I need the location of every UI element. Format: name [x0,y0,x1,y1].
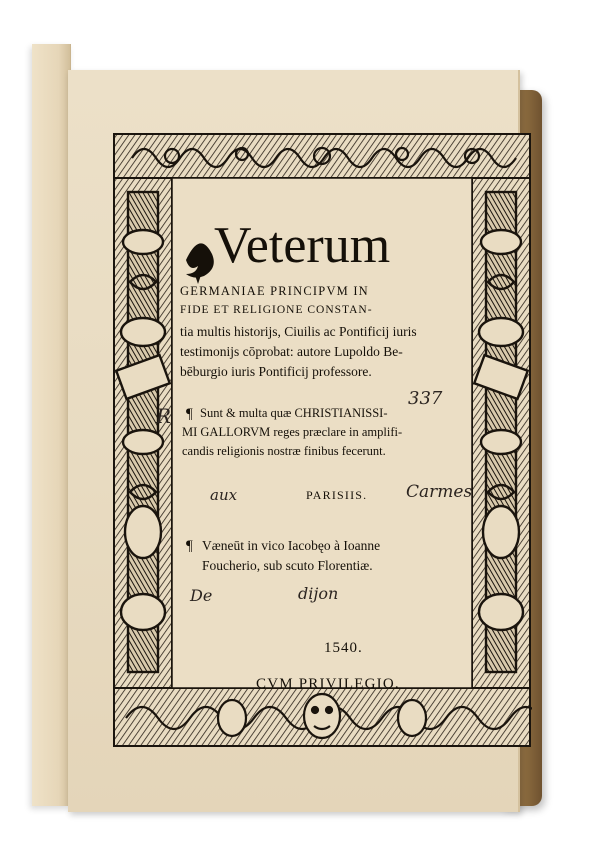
privilege: CVM PRIVILEGIO. [256,676,400,692]
title-page [68,70,520,812]
book [32,42,544,812]
manuscript-aux: aux [210,486,238,504]
imprint-pilcrow: ¶ [186,538,193,554]
title-line-5: bēburgio iuris Pontificij professore. [180,364,372,379]
section-pilcrow: ¶ [186,406,193,422]
manuscript-left-mark: R [156,404,172,428]
manuscript-dijon: dijon [298,584,339,603]
imprint-line-1: Væneūt in vico Iacobęo à Ioanne [202,538,381,553]
manuscript-carmes: Carmes [406,482,473,502]
manuscript-number: 337 [408,388,443,409]
title-line-1: GERMANIAE PRINCIPVM IN [180,284,369,298]
manuscript-de: De [190,586,213,605]
section-line-1: Sunt & multa quæ CHRISTIANISSI- [200,406,388,420]
title-line-3: tia multis historijs, Ciuilis ac Pontificij iuris [180,324,417,339]
title-veterum: Veterum [214,217,391,274]
section-line-2: MI GALLORVM reges præclare in amplifi- [182,425,403,439]
title-line-2: FIDE ET RELIGIONE CONSTAN- [180,304,373,316]
place-parisiis: PARISIIS. [306,488,368,502]
year: 1540. [324,640,363,656]
left-page-edge [32,44,71,806]
section-line-3: candis religionis nostræ finibus fecerunt. [182,444,386,458]
title-line-4: testimonijs cōprobat: autore Lupoldo Be- [180,344,403,359]
imprint-line-2: Foucherio, sub scuto Florentiæ. [202,558,373,573]
